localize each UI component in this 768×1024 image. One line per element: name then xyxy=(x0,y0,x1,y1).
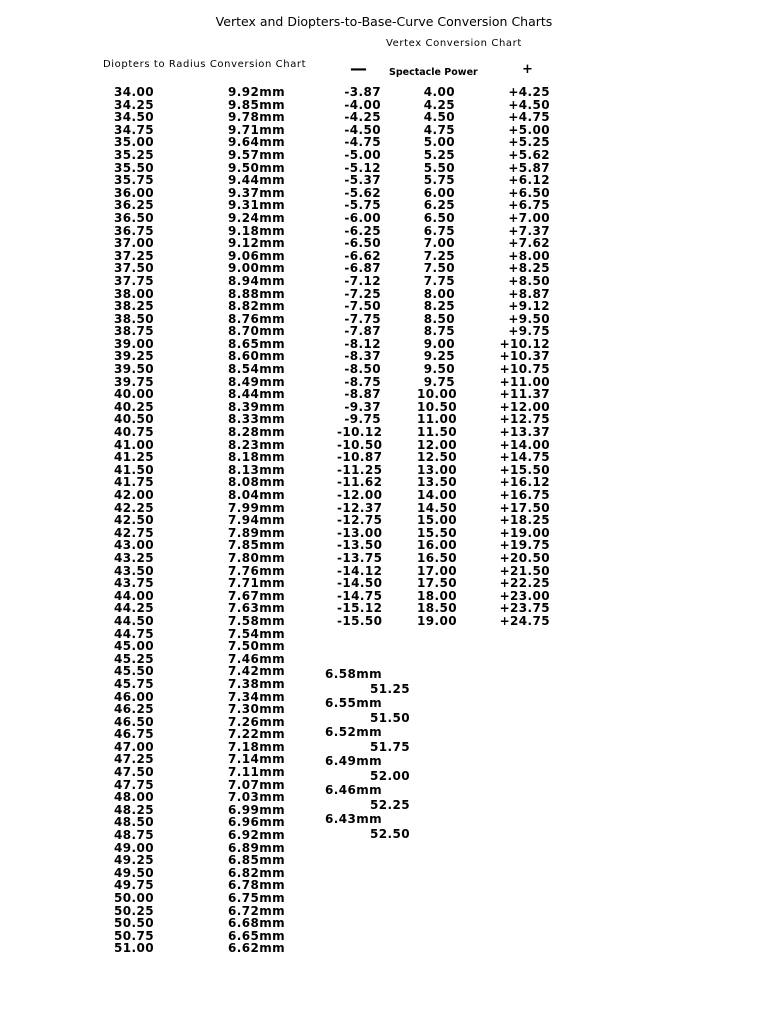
table-cell: 6.75mm xyxy=(228,891,286,905)
list-item xyxy=(325,668,410,697)
table-cell: +19.75 xyxy=(499,538,550,553)
table-cell: 9.85mm xyxy=(228,97,286,112)
table-cell: 17.50 xyxy=(417,576,457,591)
table-cell: -8.75 xyxy=(344,374,381,389)
table-cell: 8.28mm xyxy=(228,425,286,440)
radius-value: 6.46mm xyxy=(325,783,383,797)
table-cell: 18.50 xyxy=(417,601,457,616)
table-cell: 9.25 xyxy=(423,349,455,364)
table-cell: 7.75 xyxy=(423,273,455,288)
table-cell: 50.50 xyxy=(114,916,154,931)
table-cell: 44.75 xyxy=(114,626,154,641)
table-cell: 47.25 xyxy=(114,752,154,767)
diopter-value: 51.75 xyxy=(370,739,410,754)
table-cell: 36.00 xyxy=(114,185,154,200)
table-cell: 35.75 xyxy=(114,173,154,188)
minus-header: — xyxy=(350,59,367,79)
table-cell: 41.25 xyxy=(114,450,154,465)
table-cell: 4.25 xyxy=(423,97,455,112)
table-cell: 50.00 xyxy=(114,891,154,905)
table-cell: 8.88mm xyxy=(228,286,286,301)
plus-header: + xyxy=(522,62,533,77)
table-cell: 12.50 xyxy=(417,450,457,465)
table-cell: 49.00 xyxy=(114,840,154,855)
diopter-value: 52.00 xyxy=(370,768,410,783)
table-cell: 10.50 xyxy=(417,399,457,414)
table-cell: 6.99mm xyxy=(228,802,286,817)
table-cell: +6.12 xyxy=(508,173,550,188)
table-cell: -8.12 xyxy=(344,336,381,351)
table-cell: -7.50 xyxy=(344,299,381,314)
table-cell: 7.58mm xyxy=(228,613,286,628)
table-cell: +8.50 xyxy=(508,273,550,288)
table-cell: 46.25 xyxy=(114,702,154,717)
table-cell: 9.00mm xyxy=(228,261,286,276)
table-cell: 40.50 xyxy=(114,412,154,427)
table-cell: +11.37 xyxy=(499,387,550,402)
extra-conversion-list xyxy=(325,668,410,842)
table-cell: 8.25 xyxy=(423,299,455,314)
table-cell: -8.37 xyxy=(344,349,381,364)
table-cell: -9.75 xyxy=(344,412,381,427)
table-cell: 9.06mm xyxy=(228,248,286,263)
table-cell: 39.50 xyxy=(114,362,154,377)
table-cell: +7.62 xyxy=(508,236,550,251)
table-cell: -7.87 xyxy=(344,324,381,339)
table-cell: +14.75 xyxy=(499,450,550,465)
table-cell: 9.44mm xyxy=(228,173,286,188)
table-cell: 7.46mm xyxy=(228,651,286,666)
table-cell: 9.64mm xyxy=(228,135,286,150)
table-cell: 47.00 xyxy=(114,739,154,754)
table-cell: 38.50 xyxy=(114,311,154,326)
table-cell: -13.50 xyxy=(337,538,383,553)
table-cell: 7.89mm xyxy=(228,525,286,540)
table-cell: 6.50 xyxy=(423,210,455,225)
table-cell: 45.25 xyxy=(114,651,154,666)
table-cell: +7.37 xyxy=(508,223,550,238)
table-cell: 42.00 xyxy=(114,488,154,502)
table-cell: 37.50 xyxy=(114,261,154,276)
table-cell: 7.38mm xyxy=(228,676,286,691)
radius-value: 6.43mm xyxy=(325,812,383,826)
vertex-minus-column xyxy=(337,86,381,628)
table-cell: +17.50 xyxy=(499,500,550,515)
table-cell: 45.00 xyxy=(114,639,154,654)
table-cell: 6.82mm xyxy=(228,865,286,880)
table-cell: +16.12 xyxy=(499,475,550,490)
table-cell: 6.72mm xyxy=(228,903,286,918)
table-cell: 7.03mm xyxy=(228,790,286,805)
table-cell: 7.07mm xyxy=(228,777,286,792)
table-cell: 46.00 xyxy=(114,689,154,704)
table-cell: 34.00 xyxy=(114,85,154,99)
table-cell: 38.75 xyxy=(114,324,154,339)
table-cell: 10.00 xyxy=(417,387,457,402)
table-cell: 9.24mm xyxy=(228,210,286,225)
table-cell: +8.00 xyxy=(508,248,550,263)
table-cell: 38.25 xyxy=(114,299,154,314)
table-cell: 6.92mm xyxy=(228,828,286,843)
table-cell: 37.25 xyxy=(114,248,154,263)
table-cell: +15.50 xyxy=(499,462,550,477)
table-cell: 7.42mm xyxy=(228,664,286,679)
table-cell: 9.57mm xyxy=(228,147,286,162)
table-cell: 46.75 xyxy=(114,727,154,742)
table-cell: -5.12 xyxy=(344,160,381,175)
table-cell: 9.50mm xyxy=(228,160,286,175)
table-cell: 7.63mm xyxy=(228,601,286,616)
table-cell: 6.75 xyxy=(423,223,455,238)
table-cell: 7.85mm xyxy=(228,538,286,553)
table-cell: 35.25 xyxy=(114,147,154,162)
table-cell: 35.00 xyxy=(114,135,154,150)
table-cell: 4.75 xyxy=(423,122,455,137)
table-cell: 7.11mm xyxy=(228,765,286,780)
table-cell: -6.00 xyxy=(344,210,381,225)
table-cell: 7.34mm xyxy=(228,689,286,704)
table-cell: -3.87 xyxy=(344,85,381,99)
table-cell: 40.75 xyxy=(114,425,154,440)
spectacle-power-column xyxy=(417,86,455,628)
table-cell: 8.82mm xyxy=(228,299,286,314)
table-cell: 44.00 xyxy=(114,588,154,603)
table-cell: +8.25 xyxy=(508,261,550,276)
table-cell: 6.68mm xyxy=(228,916,286,931)
table-cell: -5.75 xyxy=(344,198,381,213)
table-cell: 16.00 xyxy=(417,538,457,553)
table-cell: 37.00 xyxy=(114,236,154,251)
table-cell: 46.50 xyxy=(114,714,154,729)
table-cell: -11.62 xyxy=(337,475,383,490)
table-cell: +6.75 xyxy=(508,198,550,213)
table-cell: 44.50 xyxy=(114,613,154,628)
table-cell: -14.50 xyxy=(337,576,383,591)
page-title: Vertex and Diopters-to-Base-Curve Conversion Charts xyxy=(215,14,553,29)
table-cell: 36.75 xyxy=(114,223,154,238)
table-cell: +9.12 xyxy=(508,299,550,314)
table-cell: 11.00 xyxy=(417,412,457,427)
table-cell: +19.00 xyxy=(499,525,550,540)
radius-column xyxy=(228,86,285,955)
table-cell: 9.12mm xyxy=(228,236,286,251)
table-cell: 9.31mm xyxy=(228,198,286,213)
vertex-chart-title: Vertex Conversion Chart xyxy=(386,38,522,49)
table-cell: +7.00 xyxy=(508,210,550,225)
table-cell: +23.75 xyxy=(499,601,550,616)
table-cell: 8.04mm xyxy=(228,488,286,502)
table-cell: 7.14mm xyxy=(228,752,286,767)
table-cell: -14.75 xyxy=(337,588,383,603)
table-cell: 43.00 xyxy=(114,538,154,553)
table-cell: 40.00 xyxy=(114,387,154,402)
table-cell: -11.25 xyxy=(337,462,383,477)
table-cell: 9.78mm xyxy=(228,110,286,125)
table-cell: 13.50 xyxy=(417,475,457,490)
diopter-value: 52.50 xyxy=(370,826,410,841)
table-cell: 8.65mm xyxy=(228,336,286,351)
table-cell: 6.78mm xyxy=(228,878,286,893)
table-cell: 34.75 xyxy=(114,122,154,137)
list-item xyxy=(325,726,410,755)
table-cell: 7.00 xyxy=(423,236,455,251)
table-cell: 8.54mm xyxy=(228,362,286,377)
table-cell: 35.50 xyxy=(114,160,154,175)
table-cell: 14.00 xyxy=(417,488,457,502)
table-cell: 39.75 xyxy=(114,374,154,389)
table-cell: +23.00 xyxy=(499,588,550,603)
table-cell: 6.65mm xyxy=(228,928,286,943)
table-cell: 8.39mm xyxy=(228,399,286,414)
table-cell: -14.12 xyxy=(337,563,383,578)
table-cell: -10.50 xyxy=(337,437,383,452)
spectacle-power-header: Spectacle Power xyxy=(389,67,478,78)
table-cell: 7.50mm xyxy=(228,639,286,654)
table-cell: +12.00 xyxy=(499,399,550,414)
table-cell: 5.75 xyxy=(423,173,455,188)
table-cell: -4.75 xyxy=(344,135,381,150)
table-cell: 15.50 xyxy=(417,525,457,540)
list-item xyxy=(325,784,410,813)
table-cell: +9.75 xyxy=(508,324,550,339)
table-cell: 9.92mm xyxy=(228,85,286,99)
table-cell: 15.00 xyxy=(417,513,457,528)
table-cell: 7.25 xyxy=(423,248,455,263)
table-cell: 7.54mm xyxy=(228,626,286,641)
table-cell: 41.00 xyxy=(114,437,154,452)
table-cell: +4.25 xyxy=(508,85,550,99)
table-cell: 6.89mm xyxy=(228,840,286,855)
table-cell: 16.50 xyxy=(417,550,457,565)
table-cell: 43.25 xyxy=(114,550,154,565)
table-cell: -7.75 xyxy=(344,311,381,326)
table-cell: 42.75 xyxy=(114,525,154,540)
diopter-chart-title: Diopters to Radius Conversion Chart xyxy=(103,59,307,70)
table-cell: 42.50 xyxy=(114,513,154,528)
table-cell: 8.94mm xyxy=(228,273,286,288)
table-cell: +16.75 xyxy=(499,488,550,502)
table-cell: 7.76mm xyxy=(228,563,286,578)
table-cell: 50.75 xyxy=(114,928,154,943)
table-cell: 34.25 xyxy=(114,97,154,112)
table-cell: -6.62 xyxy=(344,248,381,263)
table-cell: 17.00 xyxy=(417,563,457,578)
list-item xyxy=(325,755,410,784)
vertex-plus-column xyxy=(499,86,550,628)
table-cell: 39.00 xyxy=(114,336,154,351)
table-cell: 37.75 xyxy=(114,273,154,288)
table-cell: -5.00 xyxy=(344,147,381,162)
table-cell: 40.25 xyxy=(114,399,154,414)
table-cell: +9.50 xyxy=(508,311,550,326)
table-cell: 19.00 xyxy=(417,613,457,628)
table-cell: 7.71mm xyxy=(228,576,286,591)
table-cell: 44.25 xyxy=(114,601,154,616)
table-cell: 7.80mm xyxy=(228,550,286,565)
table-cell: -13.00 xyxy=(337,525,383,540)
table-cell: -8.87 xyxy=(344,387,381,402)
table-cell: 8.70mm xyxy=(228,324,286,339)
radius-value: 6.52mm xyxy=(325,725,383,739)
table-cell: 8.18mm xyxy=(228,450,286,465)
table-cell: -12.75 xyxy=(337,513,383,528)
table-cell: 51.00 xyxy=(114,941,154,956)
table-cell: 6.62mm xyxy=(228,941,286,956)
table-cell: 5.50 xyxy=(423,160,455,175)
table-cell: +13.37 xyxy=(499,425,550,440)
table-cell: 8.75 xyxy=(423,324,455,339)
table-cell: 7.50 xyxy=(423,261,455,276)
table-cell: 8.08mm xyxy=(228,475,286,490)
table-cell: +4.75 xyxy=(508,110,550,125)
table-cell: 8.13mm xyxy=(228,462,286,477)
table-cell: +5.87 xyxy=(508,160,550,175)
table-cell: 9.50 xyxy=(423,362,455,377)
table-cell: 45.75 xyxy=(114,676,154,691)
table-cell: 47.50 xyxy=(114,765,154,780)
table-cell: -12.37 xyxy=(337,500,383,515)
list-item xyxy=(325,697,410,726)
radius-value: 6.49mm xyxy=(325,754,383,768)
table-cell: 50.25 xyxy=(114,903,154,918)
table-cell: 7.26mm xyxy=(228,714,286,729)
table-cell: +10.37 xyxy=(499,349,550,364)
diopter-value: 51.25 xyxy=(370,681,410,696)
table-cell: 9.37mm xyxy=(228,185,286,200)
table-cell: +11.00 xyxy=(499,374,550,389)
table-cell: -4.50 xyxy=(344,122,381,137)
table-cell: -4.25 xyxy=(344,110,381,125)
table-cell: -8.50 xyxy=(344,362,381,377)
table-cell: -4.00 xyxy=(344,97,381,112)
table-cell: +24.75 xyxy=(499,613,550,628)
table-cell: 49.25 xyxy=(114,853,154,868)
diopter-value: 51.50 xyxy=(370,710,410,725)
diopters-column xyxy=(114,86,154,955)
diopter-value: 52.25 xyxy=(370,797,410,812)
table-cell: 36.50 xyxy=(114,210,154,225)
table-cell: +18.25 xyxy=(499,513,550,528)
table-cell: 45.50 xyxy=(114,664,154,679)
table-cell: 7.30mm xyxy=(228,702,286,717)
table-cell: +14.00 xyxy=(499,437,550,452)
table-cell: +22.25 xyxy=(499,576,550,591)
table-cell: 6.25 xyxy=(423,198,455,213)
table-cell: 43.75 xyxy=(114,576,154,591)
table-cell: +20.50 xyxy=(499,550,550,565)
table-cell: 4.50 xyxy=(423,110,455,125)
table-cell: -6.87 xyxy=(344,261,381,276)
table-cell: +6.50 xyxy=(508,185,550,200)
table-cell: 42.25 xyxy=(114,500,154,515)
table-cell: 48.00 xyxy=(114,790,154,805)
table-cell: +8.87 xyxy=(508,286,550,301)
table-cell: +5.62 xyxy=(508,147,550,162)
table-cell: -10.87 xyxy=(337,450,383,465)
table-cell: 49.50 xyxy=(114,865,154,880)
table-cell: 39.25 xyxy=(114,349,154,364)
table-cell: 7.22mm xyxy=(228,727,286,742)
table-cell: -7.12 xyxy=(344,273,381,288)
table-cell: 8.50 xyxy=(423,311,455,326)
table-cell: -5.37 xyxy=(344,173,381,188)
table-cell: 8.76mm xyxy=(228,311,286,326)
table-cell: 11.50 xyxy=(417,425,457,440)
table-cell: +5.00 xyxy=(508,122,550,137)
table-cell: 9.18mm xyxy=(228,223,286,238)
table-cell: 4.00 xyxy=(423,85,455,99)
table-cell: -5.62 xyxy=(344,185,381,200)
list-item xyxy=(325,813,410,842)
table-cell: -10.12 xyxy=(337,425,383,440)
table-cell: 7.99mm xyxy=(228,500,286,515)
table-cell: 9.00 xyxy=(423,336,455,351)
table-cell: +10.75 xyxy=(499,362,550,377)
table-cell: -6.25 xyxy=(344,223,381,238)
table-cell: 8.44mm xyxy=(228,387,286,402)
table-cell: -15.12 xyxy=(337,601,383,616)
table-cell: 8.23mm xyxy=(228,437,286,452)
table-cell: 41.75 xyxy=(114,475,154,490)
table-cell: 12.00 xyxy=(417,437,457,452)
table-cell: 7.94mm xyxy=(228,513,286,528)
table-cell: 5.25 xyxy=(423,147,455,162)
table-cell: 47.75 xyxy=(114,777,154,792)
table-cell: 34.50 xyxy=(114,110,154,125)
table-cell: -13.75 xyxy=(337,550,383,565)
table-cell: 8.00 xyxy=(423,286,455,301)
table-cell: 6.00 xyxy=(423,185,455,200)
table-cell: 8.49mm xyxy=(228,374,286,389)
table-cell: +4.50 xyxy=(508,97,550,112)
table-cell: 6.96mm xyxy=(228,815,286,830)
table-cell: 18.00 xyxy=(417,588,457,603)
radius-value: 6.58mm xyxy=(325,667,383,681)
radius-value: 6.55mm xyxy=(325,696,383,710)
table-cell: 43.50 xyxy=(114,563,154,578)
table-cell: 48.50 xyxy=(114,815,154,830)
table-cell: 8.33mm xyxy=(228,412,286,427)
table-cell: 41.50 xyxy=(114,462,154,477)
table-cell: 48.25 xyxy=(114,802,154,817)
table-cell: 38.00 xyxy=(114,286,154,301)
table-cell: +12.75 xyxy=(499,412,550,427)
table-cell: -6.50 xyxy=(344,236,381,251)
table-cell: -15.50 xyxy=(337,613,383,628)
table-cell: +21.50 xyxy=(499,563,550,578)
table-cell: 49.75 xyxy=(114,878,154,893)
table-cell: -12.00 xyxy=(337,488,383,502)
table-cell: 6.85mm xyxy=(228,853,286,868)
table-cell: 14.50 xyxy=(417,500,457,515)
table-cell: 9.75 xyxy=(423,374,455,389)
table-cell: 9.71mm xyxy=(228,122,286,137)
table-cell: 8.60mm xyxy=(228,349,286,364)
table-cell: +5.25 xyxy=(508,135,550,150)
table-cell: -9.37 xyxy=(344,399,381,414)
table-cell: 36.25 xyxy=(114,198,154,213)
table-cell: 7.18mm xyxy=(228,739,286,754)
table-cell: 5.00 xyxy=(423,135,455,150)
table-cell: +10.12 xyxy=(499,336,550,351)
table-cell: 7.67mm xyxy=(228,588,286,603)
table-cell: -7.25 xyxy=(344,286,381,301)
table-cell: 48.75 xyxy=(114,828,154,843)
table-cell: 13.00 xyxy=(417,462,457,477)
